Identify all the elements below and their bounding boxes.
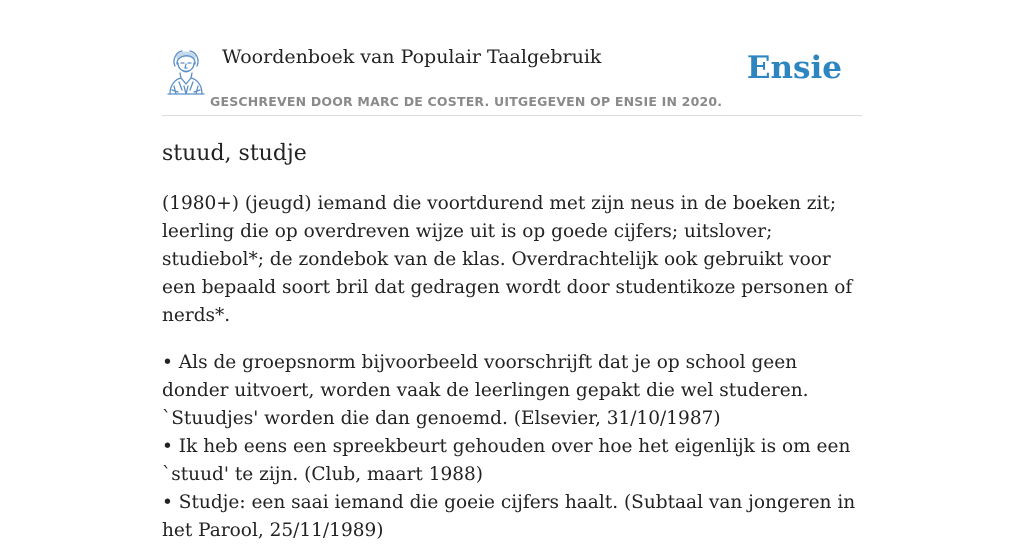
book-header <box>162 40 862 116</box>
entry-definition: (1980+) (jeugd) iemand die voortdurend met zijn neus in de boeken zit; leerling die op overdreven wijze uit is op goede cijfers; uitslover; studiebol*; de zondebok van de klas. Overdrachtelijk ook gebruikt voor een bepaald soort bril dat gedragen wordt door studentikoze personen of nerds*. <box>162 193 853 326</box>
author-byline: GESCHREVEN DOOR MARC DE COSTER. UITGEGEVEN OP ENSIE IN 2020. <box>210 94 723 109</box>
dictionary-entry <box>162 138 862 545</box>
entry-examples <box>162 349 862 545</box>
ensie-logo[interactable]: Ensie <box>746 50 842 86</box>
example-quote: • Studje: een saai iemand die goeie cijfers haalt. (Subtaal van jongeren in het Parool, 25/11/1989) <box>162 492 856 541</box>
example-quote: • Ik heb eens een spreekbeurt gehouden over hoe het eigenlijk is om een `stuud' te zijn. (Club, maart 1988) <box>162 436 851 485</box>
example-quote: • Als de groepsnorm bijvoorbeeld voorschrijft dat je op school geen donder uitvoert, worden vaak de leerlingen gepakt die wel studeren. `Stuudjes' worden die dan genoemd. (Elsevier, 31/10/1987) <box>162 352 809 429</box>
book-title[interactable]: Woordenboek van Populair Taalgebruik <box>222 46 602 68</box>
entry-headword: stuud, studje <box>162 141 307 166</box>
author-portrait-icon[interactable] <box>164 46 208 96</box>
